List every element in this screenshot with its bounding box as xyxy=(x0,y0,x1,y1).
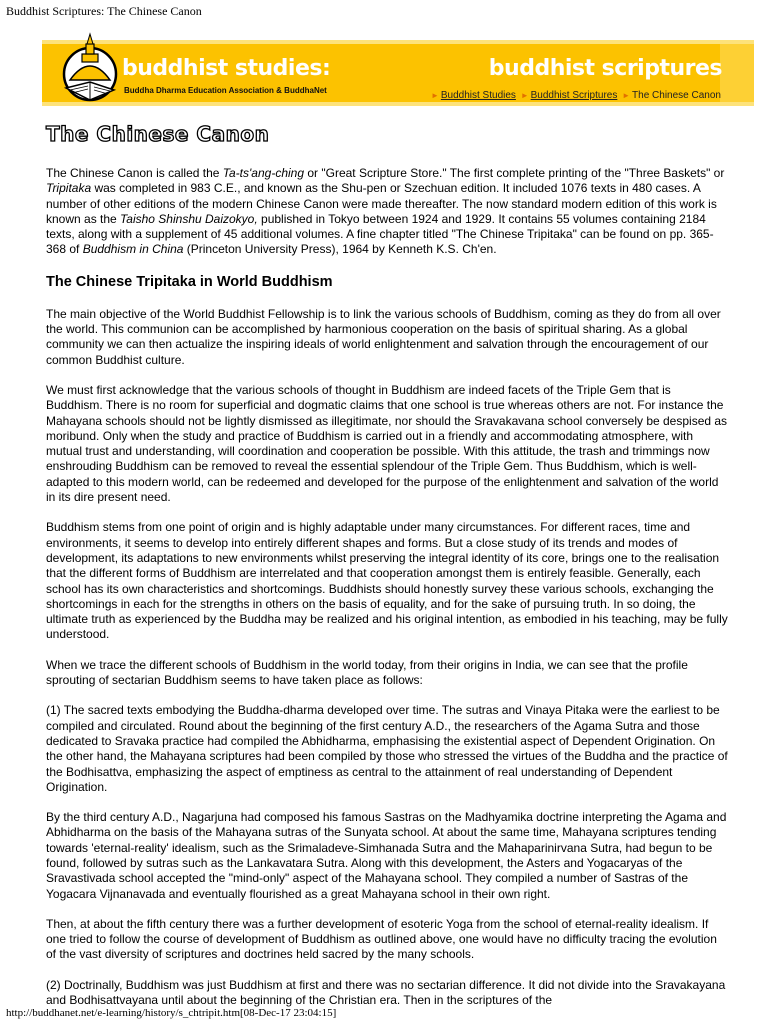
banner-bottom-stripe xyxy=(42,102,754,106)
footer-url: http://buddhanet.net/e-learning/history/s_chtripit.htm[08-Dec-17 23:04:15] xyxy=(6,1007,337,1019)
banner-top-stripe xyxy=(42,40,754,44)
breadcrumb xyxy=(429,90,721,101)
body-paragraph: Buddhism stems from one point of origin and is highly adaptable under many circumstances. For different races, time and environments, it seems to develop into entirely different shapes and forms. But a close study of its trends and modes of development, its adaptations to new environments whilst preserving the integral identity of its core, brings one to the realisation that the different forms of Buddhism are interrelated and that cooperation amongst them is entirely feasible. Generally, each school has its own characteristics and shortcomings. Buddhists should honestly survey these various schools, exchanging the shortcomings in each for the strengths in others on the basis of equality, and for the sake of pursuing truth. In so doing, the ultimate truth as experienced by the Buddha may be realized and his original intention, as embodied in his teaching, may be fully understood. xyxy=(46,520,728,642)
body-paragraph: (1) The sacred texts embodying the Buddha-dharma developed over time. The sutras and Vinaya Pitaka were the earliest to be compiled and circulated. Round about the beginning of the first century A.D., the researchers of the Agama Sutra and those dedicated to Sravaka practice had compiled the Abhidharma, emphasising the existential aspect of Dependent Origination. On the other hand, the Mahayana scriptures had been compiled by those who stressed the virtues of the Buddha and the practice of the Bodhisattva, emphasizing the aspect of emptiness as central to the attainment of real understanding of Dependent Origination. xyxy=(46,703,728,794)
intro-emphasis: Taisho Shinshu Daizokyo, xyxy=(120,211,258,226)
body-paragraph: (2) Doctrinally, Buddhism was just Buddhism at first and there was no sectarian difference. It did not divide into the Sravakayana and Bodhisattvayana until about the beginning of the Christian era. Then in the scriptures of the xyxy=(46,977,726,1008)
body-paragraph: We must first acknowledge that the various schools of thought in Buddhism are indeed facets of the Triple Gem that is Buddhism. There is no room for superficial and dogmatic claims that one school is true whereas others are not. For instance the Mahayana schools should not be lightly dismissed as illegitimate, nor should the Sravakavana school conversely be despised as moribund. Only when the study and practice of Buddhism is carried out in a friendly and accommodating atmosphere, with mutual trust and understanding, will coordination and cooperation be possible. With this attitude, the trash and trimmings now enshrouding Buddhism can be removed to reveal the essential splendour of the Triple Gem. Thus Buddhism, which is well-adapted to this modern world, can be redeemed and developed for the purpose of the enlightenment and salvation of the world in its dire present need. xyxy=(46,382,728,505)
breadcrumb-current: The Chinese Canon xyxy=(632,90,721,101)
intro-text: published in Tokyo between 1924 and 1929. It contains 55 volumes containing 2184 texts, along with a supplement of 45 additional volumes. A fine chapter titled "The Chinese Tripitaka" can be found on pp. 365-368 of xyxy=(46,211,714,257)
intro-emphasis: Tripitaka xyxy=(46,181,92,196)
intro-paragraph xyxy=(46,166,730,258)
breadcrumb-link-buddhist-studies[interactable]: Buddhist Studies xyxy=(440,90,516,101)
intro-text: was completed in 983 C.E., and known as the Shu-pen or Szechuan edition. It included 1076 texts in 480 cases. A number of other editions of the modern Chinese Canon were made thereafter. The now standard modern edition of this work is known as the xyxy=(46,181,717,226)
intro-text: The Chinese Canon is called the xyxy=(46,166,223,180)
site-title[interactable]: buddhist studies: xyxy=(122,56,331,81)
arrow-icon: ► xyxy=(520,91,529,100)
site-subtitle: Buddha Dharma Education Association & BuddhaNet xyxy=(124,86,327,95)
body-paragraph: The main objective of the World Buddhist Fellowship is to link the various schools of Buddhism, coming as they do from all over the world. This communion can be accomplished by harmonious cooperation on the basis of spiritual sharing. As a global community we can then actualize the inspiring ideals of world enlightenment and salvation through the encouragement of our common Buddhist culture. xyxy=(46,306,721,367)
breadcrumb-link-buddhist-scriptures[interactable]: Buddhist Scriptures xyxy=(530,90,618,101)
body-paragraph: By the third century A.D., Nagarjuna had composed his famous Sastras on the Madhyamika doctrine interpreting the Agama and Abhidharma on the basis of the Mahayana sutras of the Sunyata school. At about the same time, Mahayana scriptures tending towards 'eternal-reality' idealism, such as the Srimaladeve-Simhanada Sutra and the Mahaparinirvana Sutra, had begun to be found, followed by sutras such as the Lankavatara Sutra. Along with this development, the Asters and Yogacaryas of the Sravastivada school accepted the "mind-only" aspect of the Mahayana school. They compiled a number of Sastras of the Yogacara Vijnanavada and eventually flourished as a great Mahayana school in their own right. xyxy=(46,810,727,901)
intro-emphasis: Buddhism in China xyxy=(82,242,184,257)
intro-text: (Princeton University Press), 1964 by Kenneth K.S. Ch'en. xyxy=(183,242,497,257)
stupa-logo-icon[interactable] xyxy=(60,32,124,108)
intro-text: or "Great Scripture Store." The first complete printing of the "Three Baskets" or xyxy=(304,166,725,180)
banner-right-block xyxy=(720,44,754,102)
browser-title: Buddhist Scriptures: The Chinese Canon xyxy=(6,4,202,18)
section-title[interactable]: buddhist scriptures xyxy=(488,56,722,81)
arrow-icon: ► xyxy=(622,91,631,100)
body-paragraph: Then, at about the fifth century there was a further development of esoteric Yoga from the school of eternal-reality idealism. If one tried to follow the course of development of Buddhism as outlined above, one would have no difficulty tracing the evolution of the vast diversity of scriptures and doctrines held sacred by the many schools. xyxy=(46,916,717,962)
page-title: The Chinese Canon xyxy=(46,122,270,146)
body-paragraph: When we trace the different schools of Buddhism in the world today, from their origins in India, we can see that the profile sprouting of sectarian Buddhism seems to have taken place as follows: xyxy=(46,657,688,688)
arrow-icon: ► xyxy=(430,91,439,100)
section-heading: The Chinese Tripitaka in World Buddhism xyxy=(46,273,333,290)
article-body xyxy=(46,166,730,1023)
intro-emphasis: Ta-ts'ang-ching xyxy=(222,166,305,180)
